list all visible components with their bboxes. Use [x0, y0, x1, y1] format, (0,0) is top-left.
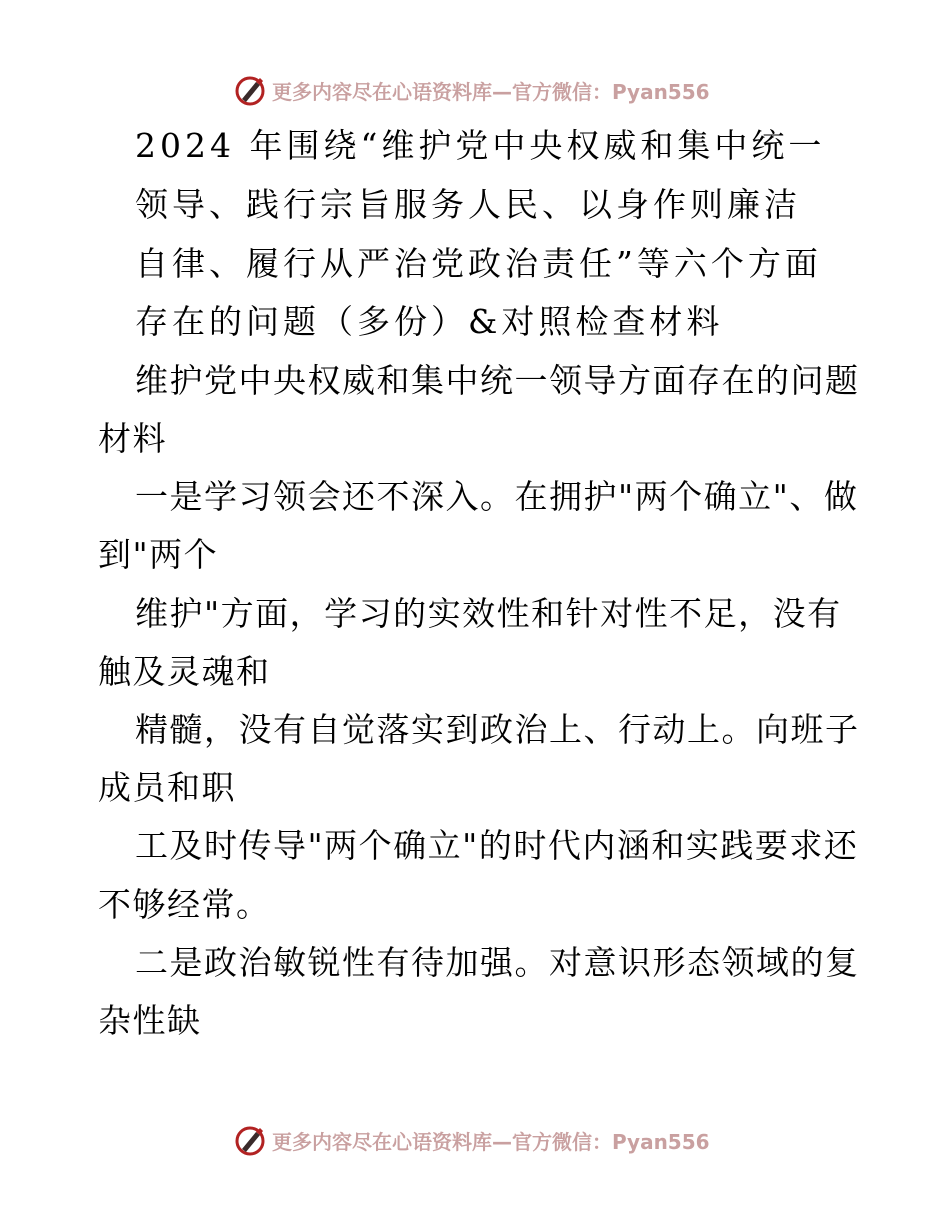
watermark-main-text: 更多内容尽在心语资料库—: [272, 1129, 512, 1154]
doc-title-line-2: 领导、践行宗旨服务人民、以身作则廉洁: [135, 185, 801, 224]
body-line: 一是学习领会还不深入。在拥护"两个确立"、做: [135, 477, 859, 516]
body-line: 杂性缺: [98, 1001, 202, 1040]
body-line: 成员和职: [98, 768, 236, 807]
watermark-wechat-id: Pyan556: [612, 79, 710, 104]
watermark-official-text: 官方微信：: [512, 79, 612, 104]
watermark-footer: [234, 1122, 710, 1158]
body-line: 到"两个: [98, 535, 219, 574]
watermark-main-text: 更多内容尽在心语资料库—: [272, 79, 512, 104]
body-line: 精髓，没有自觉落实到政治上、行动上。向班子: [135, 710, 860, 749]
doc-title-line-3: 自律、履行从严治党政治责任”等六个方面: [135, 244, 822, 283]
watermark-header: [234, 72, 710, 108]
body-line: 工及时传导"两个确立"的时代内涵和实践要求还: [135, 826, 859, 865]
body-line: 触及灵魂和: [98, 652, 271, 691]
watermark-text: [272, 1126, 710, 1155]
body-line: 维护"方面，学习的实效性和针对性不足，没有: [135, 594, 842, 633]
doc-title-line-4: 存在的问题（多份）&对照检查材料: [135, 302, 724, 341]
watermark-official-text: 官方微信：: [512, 1129, 612, 1154]
body-line: 二是政治敏锐性有待加强。对意识形态领域的复: [135, 943, 860, 982]
body-line: 不够经常。: [98, 885, 271, 924]
watermark-text: [272, 76, 710, 105]
pen-logo-icon: [234, 74, 266, 106]
section-heading: 维护党中央权威和集中统一领导方面存在的问题: [135, 361, 860, 400]
doc-title-line-1: 2024 年围绕“维护党中央权威和集中统一: [135, 126, 826, 165]
watermark-wechat-id: Pyan556: [612, 1129, 710, 1154]
pen-logo-icon: [234, 1124, 266, 1156]
section-heading-cont: 材料: [98, 419, 167, 458]
